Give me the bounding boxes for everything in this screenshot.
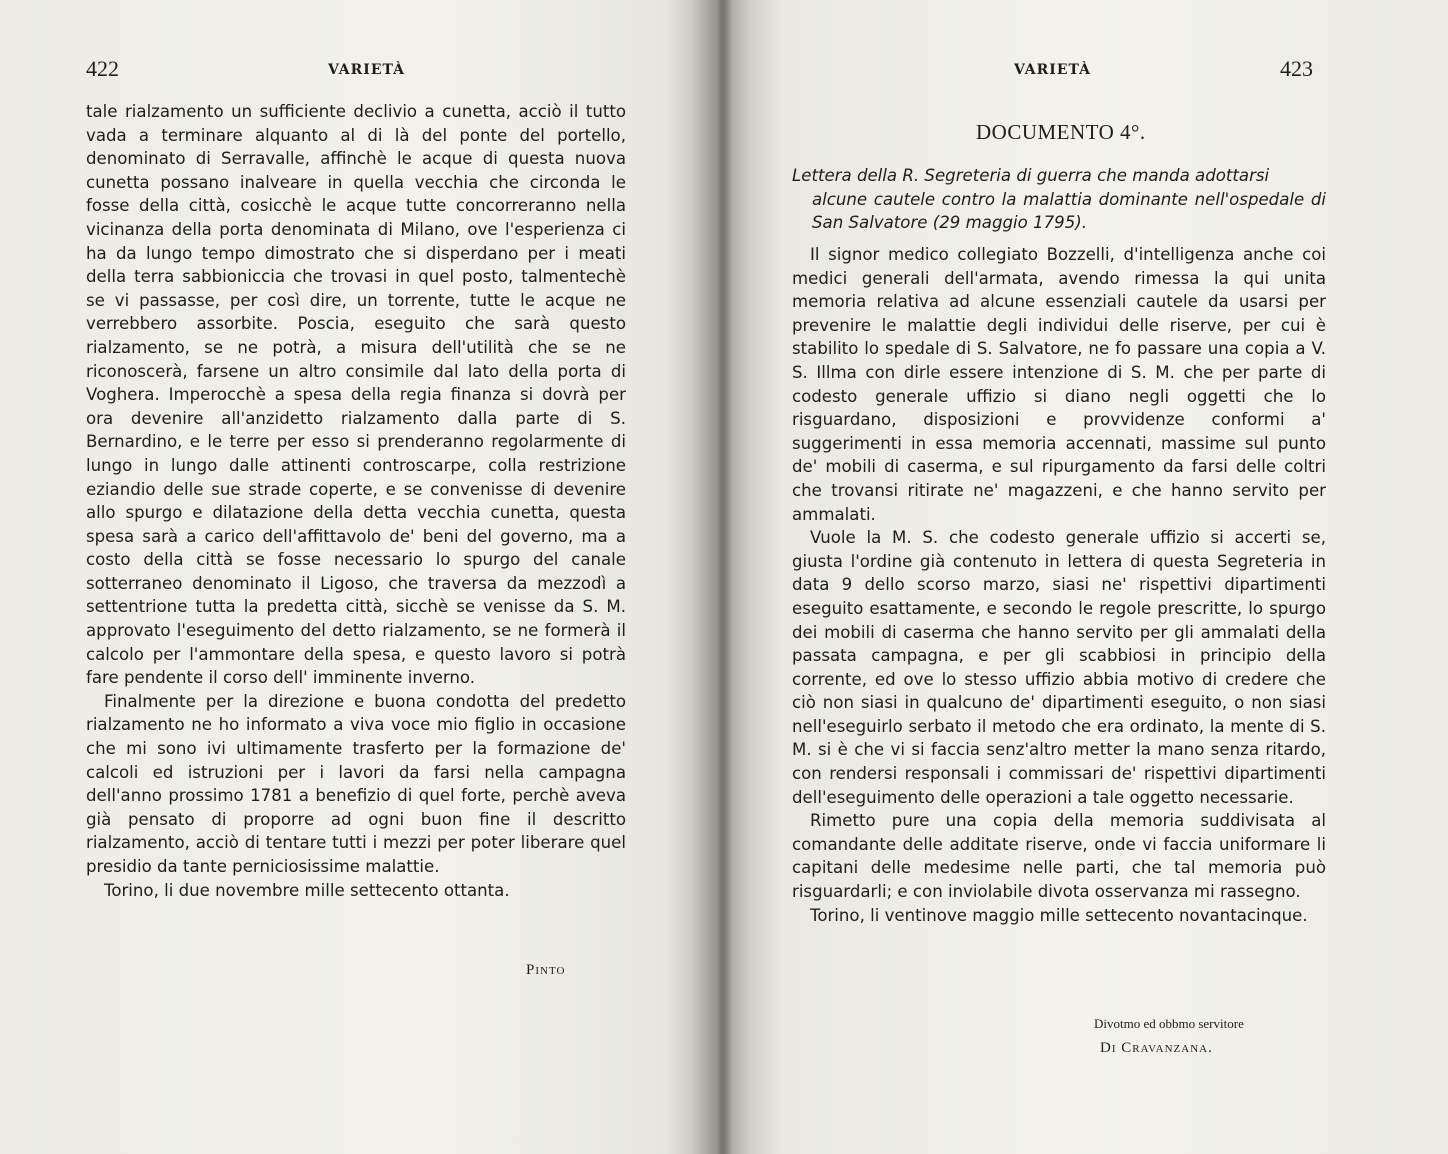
paragraph: Finalmente per la direzione e buona condotta del predetto rialzamento ne ho informato a viva voce mio figlio in occasione che mi sono ivi ultimamente trasferto per la formazione de' calcoli ed istruzioni per i lavori da farsi nella campagna dell'anno prossimo 1781 a benefizio di quel forte, perchè aveva già pensato di proporre ad ogni buon fine il descritto rialzamento, acciò di tentare tutti i mezzi per poter liberare quel presidio da tante perniciosissime malattie. <box>86 691 626 876</box>
paragraph: Vuole la M. S. che codesto generale uffizio si accerti se, giusta l'ordine già contenuto in lettera di questa Segreteria in data 9 dello scorso marzo, siasi ne' rispettivi dipartimenti eseguito esattamente, e secondo le regole prescritte, lo spurgo dei mobili di caserma che hanno servito per gli ammalati della passata campagna, e per gli scabbiosi in principio della corrente, ed ove lo stesso uffizio abbia motivo di credere che ciò non siasi in qualcuno de' dipartimenti eseguito, o non siasi nell'eseguirlo serbato il metodo che era ordinato, la mente di S. M. si è che vi si faccia senz'altro metter la mano senza ritardo, con rendersi responsali i commissari de' rispettivi dipartimenti dell'eseguimento delle operazioni a tale oggetto necessarie. <box>792 528 1326 807</box>
page-number-right: 423 <box>1280 56 1313 81</box>
paragraph: tale rialzamento un sufficiente declivio a cunetta, acciò il tutto vada a terminare alquanto al di là del ponte del portello, denominato di Serravalle, affinchè le acque di questa nuova cunetta possano inalveare in quella vecchia che circonda le fosse della città, cosicchè le acque tutte concorreranno nella vicinanza della porta denominata di Milano, ove l'esperienza ci ha da lungo tempo dimostrato che si disperdano per i meati della terra sabbioniccia che trovasi in quel posto, talmentechè se vi passasse, per così dire, un torrente, tutte le acque ne verrebbero assorbite. Poscia, eseguito che sarà questo rialzamento, se ne potrà, a misura dell'utilità che se ne riconoscerà, farsene un altro consimile dal lato della porta di Voghera. Imperocchè a spesa della regia finanza si dovrà per ora devenire all'anzidetto rialzamento dalla parte di S. Bernardino, e le terre per esso si prenderanno regolarmente di lungo in lungo dalle attinenti controscarpe, colla restrizione eziandio delle sue strade coperte, e se convenisse di devenire allo spurgo e dilatazione della detta vecchia cunetta, questa spesa sarà a carico dell'affittavolo de' beni del governo, ma a costo della città se fosse necessario lo spurgo del canale sotterraneo denominato il Ligoso, che traversa da mezzodì a settentrione tutta la predetta città, sicchè se venisse da S. M. approvato l'eseguimento del detto rialzamento, se ne formerà il calcolo per l'ammontare della spesa, e questo lavoro si potrà fare pendente il corso dell' imminente inverno. <box>86 102 626 688</box>
document-heading <box>792 164 1326 235</box>
gutter-shadow <box>690 0 750 1154</box>
paragraph: Torino, li ventinove maggio mille settecento novantacinque. <box>810 905 1308 925</box>
page-number-left: 422 <box>86 56 119 81</box>
document-heading-continuation: alcune cautele contro la malattia dominante nell'ospedale di San Salvatore (29 maggio 1795). <box>812 189 1326 233</box>
signature-pinto: Pinto <box>526 962 566 978</box>
right-page-body <box>792 243 1326 927</box>
running-head-left: VARIETÀ <box>328 62 406 78</box>
paragraph: Rimetto pure una copia della memoria suddivisata al comandante delle additate riserve, onde vi faccia uniformare li capitani delle medesime nelle parti, che tal memoria può risguardarli; e con inviolabile divota osservanza mi rassegno. <box>792 811 1326 902</box>
document-heading-line: Lettera della R. Segreteria di guerra che manda adottarsi <box>792 166 1270 185</box>
paragraph: Torino, li due novembre mille settecento ottanta. <box>104 880 510 900</box>
paragraph: Il signor medico collegiato Bozzelli, d'intelligenza anche coi medici generali dell'armata, avendo rimessa la qui unita memoria relativa ad alcune essenziali cautele da usarsi per prevenire le malattie degli individui delle riserve, per cui è stabilito lo spedale di S. Salvatore, ne fo passare una copia a V. S. Illma con dirle essere intenzione di S. M. che per parte di codesto generale uffizio si diano negli oggetti che lo risguardano, disposizioni e provvidenze conformi a' suggerimenti in essa memoria accennati, massime sul punto de' mobili di caserma, e sul ripurgamento da farsi delle coltri che trovansi ritirate ne' magazzeni, e che hanno servito per ammalati. <box>792 245 1326 524</box>
left-page <box>0 0 700 1154</box>
left-page-body <box>86 100 626 902</box>
document-title: DOCUMENTO 4°. <box>976 120 1146 144</box>
running-head-right: VARIETÀ <box>1014 62 1092 78</box>
closing-formula: Divotmo ed obbmo servitore <box>1094 1016 1244 1031</box>
signature-cravanzana: Di Cravanzana. <box>1100 1040 1213 1056</box>
right-page <box>724 0 1448 1154</box>
